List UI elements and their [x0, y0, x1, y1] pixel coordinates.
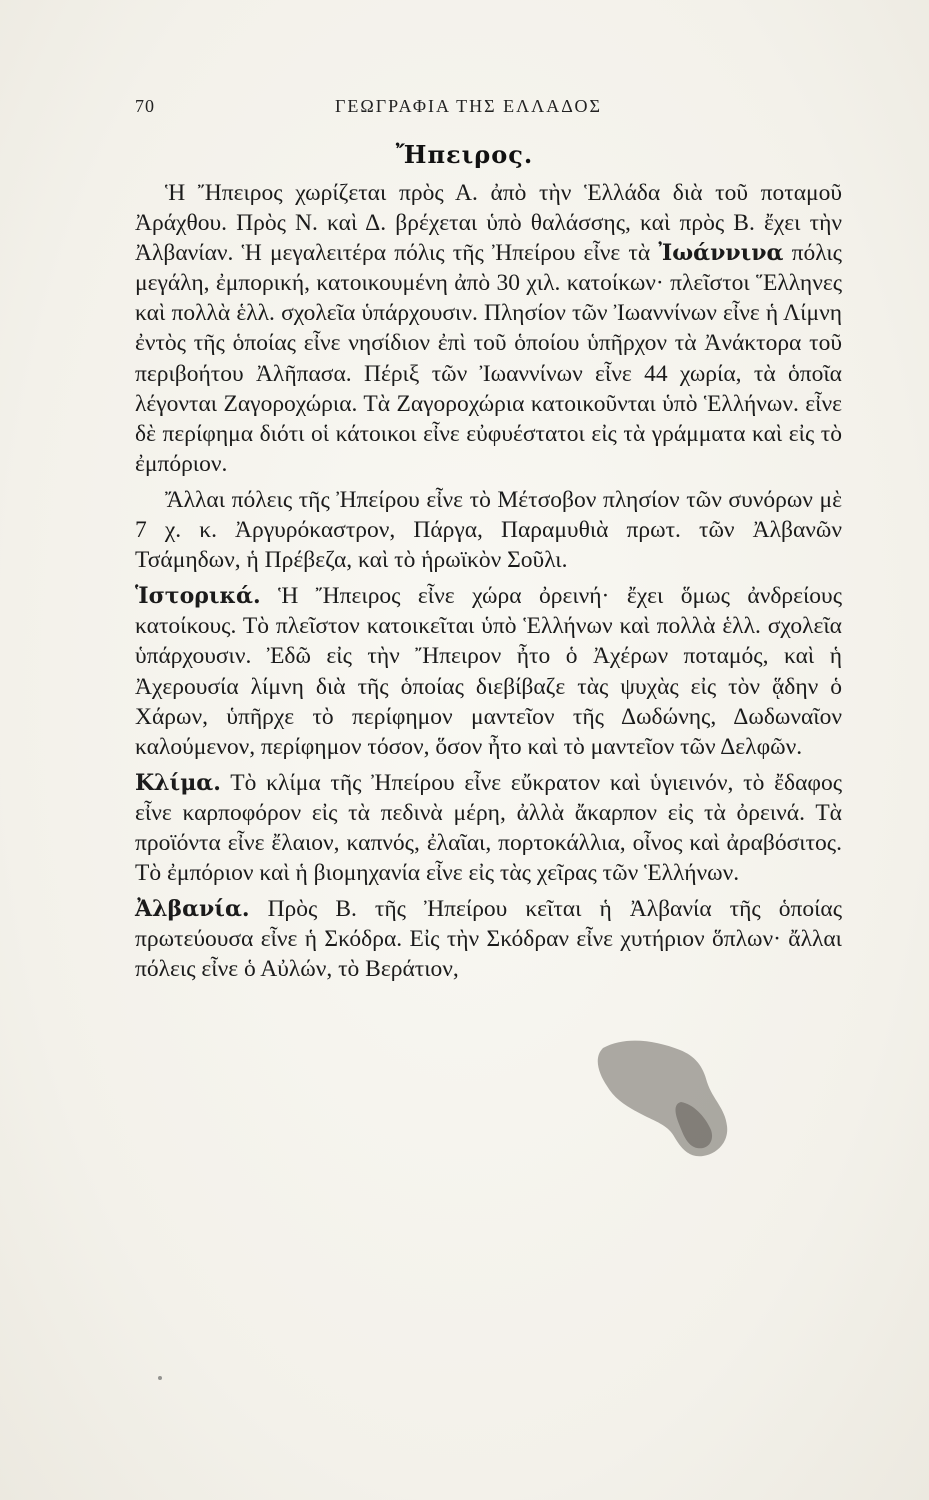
paragraph-climate — [135, 768, 842, 888]
body-text — [135, 178, 842, 984]
paragraph-text: Ἡ Ἤπειρος εἶνε χώρα ὀρεινή· ἔχει ὅμως ἀνδρείους κατοίκους. Τὸ πλεῖστον κατοικεῖται ὑπὸ Ἑλλήνων καὶ πολλὰ ἑλλ. σχολεῖα ὑπάρχουσιν. Ἐδῶ εἰς τὴν Ἤπειρον ἦτο ὁ Ἀχέρων ποταμός, καὶ ἡ Ἀχερουσία λίμνη διὰ τῆς ὁποίας διεβίβαζε τὰς ψυχὰς εἰς τὸν ᾅδην ὁ Χάρων, ὑπῆρχε τὸ περίφημον μαντεῖον τῆς Δωδώνης, Δωδωναῖον καλούμενον, περίφημον τόσον, ὅσον ἦτο καὶ τὸ μαντεῖον τῶν Δελφῶν. — [135, 583, 842, 760]
paragraph-albania — [135, 894, 842, 984]
page-number: 70 — [135, 96, 155, 116]
paragraph-epirus-intro — [135, 178, 842, 479]
paragraph-text: Ἄλλαι πόλεις τῆς Ἠπείρου εἶνε τὸ Μέτσοβον πλησίον τῶν συνόρων μὲ 7 χ. κ. Ἀργυρόκαστρον, Πάργα, Παραμυθιὰ πρωτ. τῶν Ἀλβανῶν Τσάμηδων, ἡ Πρέβεζα, καὶ τὸ ἡρωϊκὸν Σοῦλι. — [135, 486, 842, 574]
paragraph-text: Τὸ κλίμα τῆς Ἠπείρου εἶνε εὔκρατον καὶ ὑγιεινόν, τὸ ἔδαφος εἶνε καρποφόρον εἰς τὰ πεδινὰ μέρη, ἀλλὰ ἄκαρπον εἰς τὰ ὀρεινά. Τὰ προϊόντα εἶνε ἔλαιον, καπνός, ἐλαῖαι, πορτοκάλλια, οἶνος καὶ ἀραβόσιτος. Τὸ ἐμπόριον καὶ ἡ βιομηχανία εἶνε εἰς τὰς χεῖρας τῶν Ἑλλήνων. — [135, 769, 843, 887]
paragraph-text: Ἡ Ἤπειρος χωρίζεται πρὸς Α. ἀπὸ τὴν Ἑλλάδα διὰ τοῦ ποταμοῦ Ἀράχθου. Πρὸς Ν. καὶ Δ. βρέχεται ὑπὸ θαλάσσης, καὶ πρὸς Β. ἔχει τὴν Ἀλβανίαν. Ἡ μεγαλειτέρα πόλις τῆς Ἠπείρου εἶνε τὰ — [135, 180, 842, 267]
bold-term-ioannina: Ἰωάννινα — [658, 240, 784, 267]
page-header — [135, 90, 837, 124]
paragraph-text: Πρὸς Β. τῆς Ἠπείρου κεῖται ἡ Ἀλβανία τῆς ὁποίας πρωτεύουσα εἶνε ἡ Σκόδρα. Εἰς τὴν Σκόδραν εἶνε χυτήριον ὅπλων· ἄλλαι πόλεις εἶνε ὁ Αὐλών, τὸ Βεράτιον, — [135, 896, 843, 983]
albania-heading: Ἀλβανία. — [135, 896, 250, 923]
history-heading: Ἱστορικά. — [135, 583, 261, 610]
climate-heading: Κλίμα. — [135, 769, 221, 796]
section-title: Ἤπειρος. — [395, 140, 534, 169]
paragraph-other-cities — [135, 485, 842, 575]
ink-stain — [585, 1030, 735, 1180]
paragraph-history — [135, 581, 842, 762]
running-title: ΓΕΩΓΡΑΦΙΑ ΤΗΣ ΕΛΛΑΔΟΣ — [335, 96, 602, 116]
paragraph-text: πόλις μεγάλη, ἐμπορική, κατοικουμένη ἀπὸ 30 χιλ. κατοίκων· πλεῖστοι Ἕλληνες καὶ πολλὰ ἑλλ. σχολεῖα ὑπάρχουσιν. Πλησίον τῶν Ἰωαννίνων εἶνε ἡ Λίμνη ἐντὸς τῆς ὁποίας εἶνε νησίδιον ἐπὶ τοῦ ὁποίου ὑπῆρχον τὰ Ἀνάκτορα τοῦ περιβοήτου Ἀλῆπασα. Πέριξ τῶν Ἰωαννίνων εἶνε 44 χωρία, τὰ ὁποῖα λέγονται Ζαγοροχώρια. Τὰ Ζαγοροχώρια κατοικοῦνται ὑπὸ Ἑλλήνων. εἶνε δὲ περίφημα διότι οἱ κάτοικοι εἶνε εὐφυέστατοι εἰς τὰ γράμματα καὶ εἰς τὸ ἐμπόριον. — [135, 240, 842, 477]
paper-speck — [158, 1376, 162, 1380]
